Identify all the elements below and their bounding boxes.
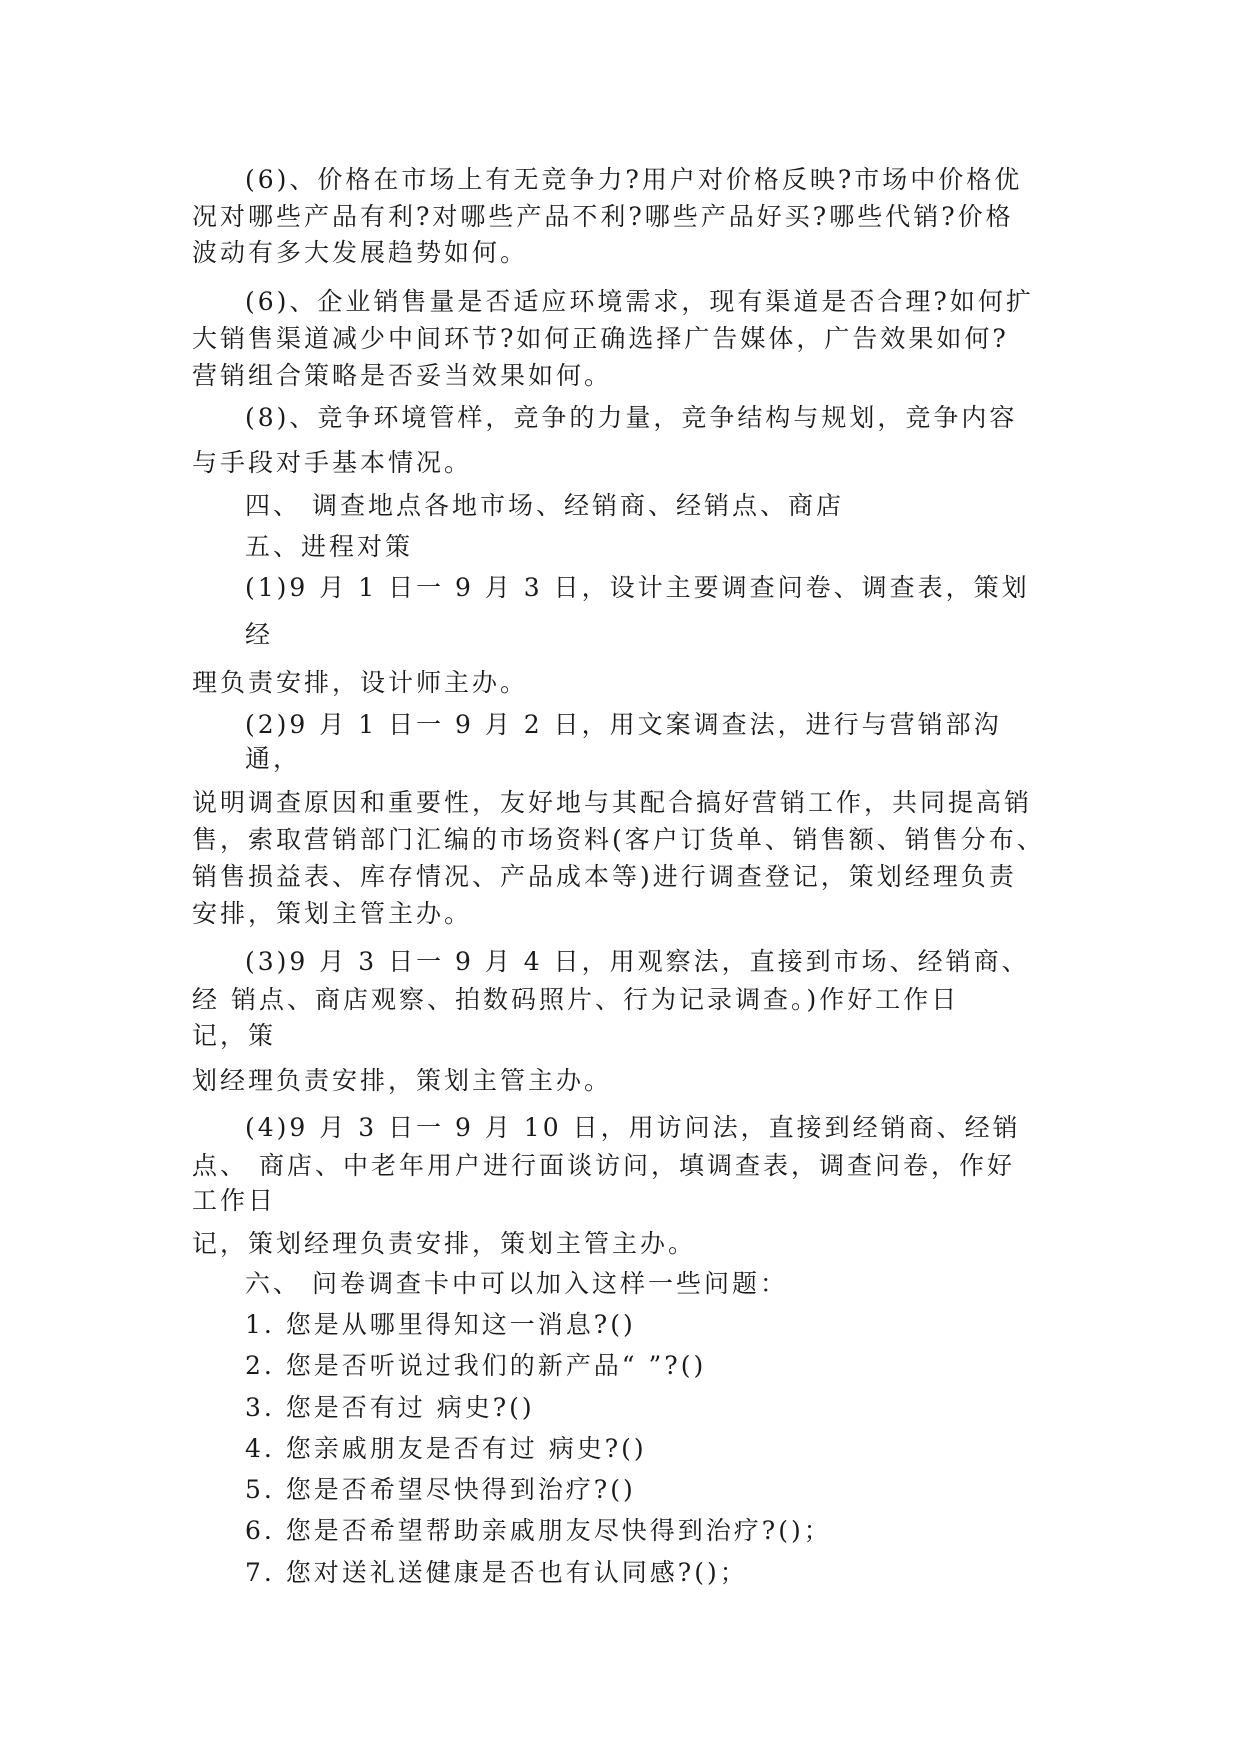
paragraph-line: 销售损益表、库存情况、产品成本等)进行调查登记，策划经理负责 [192, 862, 1017, 891]
paragraph-line: 经 [245, 620, 274, 649]
paragraph-line: (2)9 月 1 日一 9 月 2 日，用文案调查法，进行与营销部沟 [245, 710, 1002, 739]
paragraph-line: 大销售渠道减少中间环节?如何正确选择广告媒体，广告效果如何? [192, 324, 1009, 353]
paragraph-line: 通， [245, 744, 302, 773]
section-heading: 五、进程对策 [245, 532, 414, 561]
paragraph-line: 理负责安排，设计师主办。 [192, 668, 529, 697]
paragraph-line: 与手段对手基本情况。 [192, 448, 473, 477]
paragraph-line: 营销组合策略是否妥当效果如何。 [192, 361, 613, 390]
question-item: 5. 您是否希望尽快得到治疗?() [245, 1475, 636, 1504]
section-heading: 六、 问卷调查卡中可以加入这样一些问题： [245, 1269, 788, 1298]
paragraph-line: 记，策 [192, 1021, 277, 1050]
paragraph-line: 说明调查原因和重要性，友好地与其配合搞好营销工作，共同提高销 [192, 788, 1033, 817]
paragraph-line: 况对哪些产品有利?对哪些产品不利?哪些产品好买?哪些代销?价格 [192, 202, 1014, 231]
paragraph-line: 波动有多大发展趋势如何。 [192, 238, 529, 267]
question-item: 2. 您是否听说过我们的新产品“ ”?() [245, 1351, 707, 1380]
section-heading: 四、 调查地点各地市场、经销商、经销点、商店 [245, 491, 844, 520]
paragraph-line: 安排，策划主管主办。 [192, 899, 473, 928]
paragraph-line: (8)、竞争环境管样，竞争的力量，竞争结构与规划，竞争内容 [245, 403, 1018, 432]
question-item: 1. 您是从哪里得知这一消息?() [245, 1310, 636, 1339]
question-item: 4. 您亲戚朋友是否有过 病史?() [245, 1434, 647, 1463]
paragraph-line: 工作日 [192, 1186, 277, 1215]
paragraph-line: 划经理负责安排，策划主管主办。 [192, 1066, 613, 1095]
paragraph-line: (6)、价格在市场上有无竞争力?用户对价格反映?市场中价格优 [245, 165, 1023, 194]
paragraph-line: (1)9 月 1 日一 9 月 3 日，设计主要调查问卷、调查表，策划 [245, 573, 1030, 602]
paragraph-line: (3)9 月 3 日一 9 月 4 日，用观察法，直接到市场、经销商、 [245, 947, 1030, 976]
question-item: 3. 您是否有过 病史?() [245, 1393, 535, 1422]
paragraph-line: (6)、企业销售量是否适应环境需求，现有渠道是否合理?如何扩 [245, 287, 1034, 316]
paragraph-line: (4)9 月 3 日一 9 月 10 日，用访问法，直接到经销商、经销 [245, 1113, 1021, 1142]
question-item: 7. 您对送礼送健康是否也有认同感?()； [245, 1558, 748, 1587]
question-item: 6. 您是否希望帮助亲戚朋友尽快得到治疗?()； [245, 1516, 832, 1545]
paragraph-line: 经 销点、商店观察、拍数码照片、行为记录调查。)作好工作日 [192, 985, 960, 1014]
paragraph-line: 售，索取营销部门汇编的市场资料(客户订货单、销售额、销售分布、 [192, 825, 1045, 854]
paragraph-line: 点、 商店、中老年用户进行面谈访问，填调查表，调查问卷，作好 [192, 1151, 1015, 1180]
paragraph-line: 记，策划经理负责安排，策划主管主办。 [192, 1229, 697, 1258]
